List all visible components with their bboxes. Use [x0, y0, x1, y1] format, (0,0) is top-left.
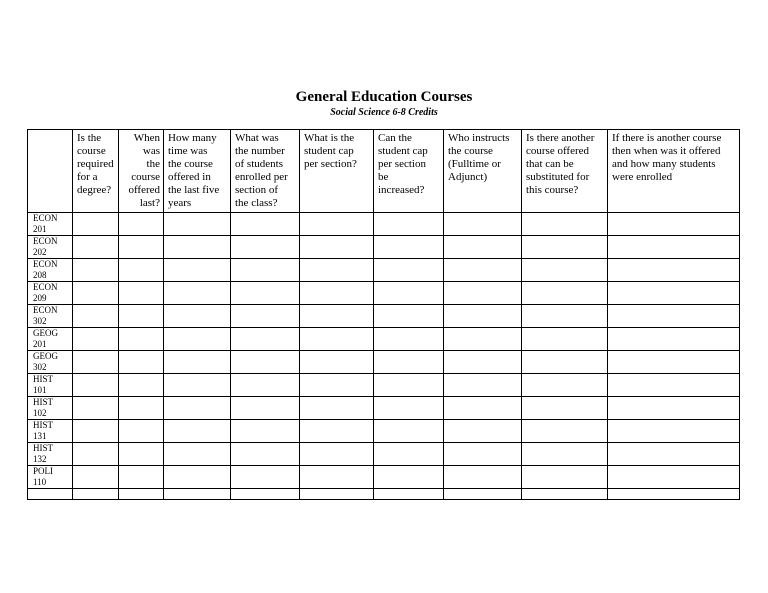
table-cell	[119, 397, 164, 420]
course-label-cell	[28, 397, 73, 420]
table-cell	[374, 328, 444, 351]
table-cell	[374, 213, 444, 236]
header-cell-last-offered: When was the course offered last?	[119, 130, 164, 213]
table-cell	[608, 259, 740, 282]
table-cell	[522, 259, 608, 282]
header-cell-times-offered: How many time was the course offered in the last five years	[164, 130, 231, 213]
course-code: ECON 208	[33, 259, 58, 280]
table-cell	[444, 305, 522, 328]
table-row	[28, 397, 740, 420]
table-cell	[444, 282, 522, 305]
table-cell	[164, 259, 231, 282]
table-cell	[522, 282, 608, 305]
table-cell	[231, 374, 300, 397]
course-label-cell	[28, 282, 73, 305]
table-cell	[73, 282, 119, 305]
table-cell	[231, 489, 300, 500]
table-cell	[119, 466, 164, 489]
header-cell-enrollment: What was the number of students enrolled per section of the class?	[231, 130, 300, 213]
course-code: HIST 132	[33, 443, 53, 464]
table-cell	[164, 351, 231, 374]
table-row	[28, 443, 740, 466]
header-cell-other-course: If there is another course then when was it offered and how many students were enrolled	[608, 130, 740, 213]
table-cell	[73, 305, 119, 328]
table-cell	[608, 282, 740, 305]
course-label-cell	[28, 351, 73, 374]
table-cell	[73, 489, 119, 500]
table-cell	[119, 443, 164, 466]
table-cell	[444, 489, 522, 500]
table-cell	[300, 305, 374, 328]
table-cell	[164, 489, 231, 500]
table-row	[28, 259, 740, 282]
table-cell	[231, 259, 300, 282]
table-row	[28, 420, 740, 443]
table-cell	[300, 466, 374, 489]
table-cell	[300, 420, 374, 443]
table-row	[28, 282, 740, 305]
course-code: POLI 110	[33, 466, 53, 487]
course-code: HIST 102	[33, 397, 53, 418]
header-cell-cap-increase: Can the student cap per section be increased?	[374, 130, 444, 213]
table-cell	[522, 489, 608, 500]
table-cell	[28, 489, 73, 500]
table-cell	[444, 443, 522, 466]
table-cell	[608, 236, 740, 259]
table-cell	[608, 397, 740, 420]
table-cell	[608, 420, 740, 443]
table-cell	[608, 305, 740, 328]
table-row	[28, 466, 740, 489]
table-cell	[300, 282, 374, 305]
table-cell	[608, 374, 740, 397]
table-cell	[231, 328, 300, 351]
table-cell	[164, 305, 231, 328]
course-label-cell	[28, 259, 73, 282]
table-cell	[444, 420, 522, 443]
table-cell	[231, 443, 300, 466]
table-cell	[608, 351, 740, 374]
table-cell	[119, 351, 164, 374]
table-cell	[374, 443, 444, 466]
table-cell	[444, 259, 522, 282]
course-code: ECON 302	[33, 305, 58, 326]
table-cell	[522, 305, 608, 328]
table-cell	[164, 466, 231, 489]
table-cell	[119, 305, 164, 328]
table-cell	[119, 328, 164, 351]
table-cell	[522, 466, 608, 489]
table-cell	[231, 305, 300, 328]
course-code: HIST 101	[33, 374, 53, 395]
header-cell-corner	[28, 130, 73, 213]
table-cell	[608, 466, 740, 489]
table-cell	[300, 351, 374, 374]
table-cell	[73, 374, 119, 397]
table-cell	[73, 466, 119, 489]
table-cell	[231, 282, 300, 305]
table-cell	[444, 328, 522, 351]
header-row	[28, 130, 740, 213]
table-cell	[374, 420, 444, 443]
table-cell	[374, 282, 444, 305]
table-row	[28, 328, 740, 351]
table-cell	[300, 328, 374, 351]
course-label-cell	[28, 443, 73, 466]
document-subtitle: Social Science 6-8 Credits	[330, 107, 438, 118]
table-cell	[73, 351, 119, 374]
table-cell	[73, 443, 119, 466]
table-cell	[164, 397, 231, 420]
table-cell	[374, 466, 444, 489]
table-cell	[164, 236, 231, 259]
table-cell	[164, 328, 231, 351]
course-label-cell	[28, 305, 73, 328]
table-cell	[119, 489, 164, 500]
course-code: HIST 131	[33, 420, 53, 441]
table-cell	[73, 420, 119, 443]
course-label-cell	[28, 236, 73, 259]
table-cell	[73, 328, 119, 351]
course-code: ECON 201	[33, 213, 58, 234]
table-cell	[522, 443, 608, 466]
table-row	[28, 374, 740, 397]
table-cell	[164, 282, 231, 305]
table-cell	[300, 443, 374, 466]
table-cell	[231, 351, 300, 374]
table-cell	[374, 397, 444, 420]
table-row	[28, 305, 740, 328]
course-label-cell	[28, 374, 73, 397]
course-label-cell	[28, 328, 73, 351]
table-cell	[119, 236, 164, 259]
table-cell	[608, 213, 740, 236]
table-row	[28, 213, 740, 236]
table-cell	[119, 282, 164, 305]
table-cell	[608, 489, 740, 500]
table-cell	[374, 236, 444, 259]
table-row	[28, 236, 740, 259]
table-cell	[522, 374, 608, 397]
table-cell	[522, 351, 608, 374]
table-cell	[231, 420, 300, 443]
table-cell	[522, 213, 608, 236]
table-cell	[300, 489, 374, 500]
table-row	[28, 351, 740, 374]
header-cell-substitute: Is there another course offered that can be substituted for this course?	[522, 130, 608, 213]
table-cell	[444, 374, 522, 397]
table-cell	[374, 259, 444, 282]
table-cell	[300, 374, 374, 397]
table-cell	[444, 213, 522, 236]
table-cell	[231, 397, 300, 420]
table-cell	[374, 489, 444, 500]
table-row-blank	[28, 489, 740, 500]
header-cell-instructor: Who instructs the course (Fulltime or Adjunct)	[444, 130, 522, 213]
table-cell	[444, 397, 522, 420]
table-cell	[608, 328, 740, 351]
table-cell	[374, 351, 444, 374]
document-title: General Education Courses	[295, 89, 473, 105]
table-cell	[374, 305, 444, 328]
course-survey-table	[27, 129, 740, 500]
header-cell-student-cap: What is the student cap per section?	[300, 130, 374, 213]
table-cell	[300, 259, 374, 282]
course-code: GEOG 201	[33, 328, 58, 349]
table-cell	[374, 374, 444, 397]
course-code: GEOG 302	[33, 351, 58, 372]
course-code: ECON 202	[33, 236, 58, 257]
table-cell	[119, 374, 164, 397]
table-cell	[231, 236, 300, 259]
table-cell	[73, 236, 119, 259]
course-code: ECON 209	[33, 282, 58, 303]
table-cell	[119, 420, 164, 443]
table-cell	[164, 213, 231, 236]
table-cell	[444, 236, 522, 259]
table-cell	[522, 236, 608, 259]
table-cell	[608, 443, 740, 466]
table-cell	[444, 466, 522, 489]
table-cell	[164, 443, 231, 466]
table-cell	[164, 374, 231, 397]
table-cell	[300, 213, 374, 236]
header-cell-required: Is the course required for a degree?	[73, 130, 119, 213]
table-cell	[231, 466, 300, 489]
course-label-cell	[28, 466, 73, 489]
table-body	[28, 213, 740, 500]
table-cell	[164, 420, 231, 443]
table-cell	[119, 259, 164, 282]
table-cell	[444, 351, 522, 374]
table-cell	[73, 213, 119, 236]
table-cell	[522, 420, 608, 443]
table-cell	[73, 259, 119, 282]
table-cell	[231, 213, 300, 236]
course-label-cell	[28, 420, 73, 443]
table-cell	[300, 397, 374, 420]
table-cell	[522, 397, 608, 420]
course-label-cell	[28, 213, 73, 236]
table-cell	[300, 236, 374, 259]
table-cell	[119, 213, 164, 236]
table-cell	[73, 397, 119, 420]
table-cell	[522, 328, 608, 351]
